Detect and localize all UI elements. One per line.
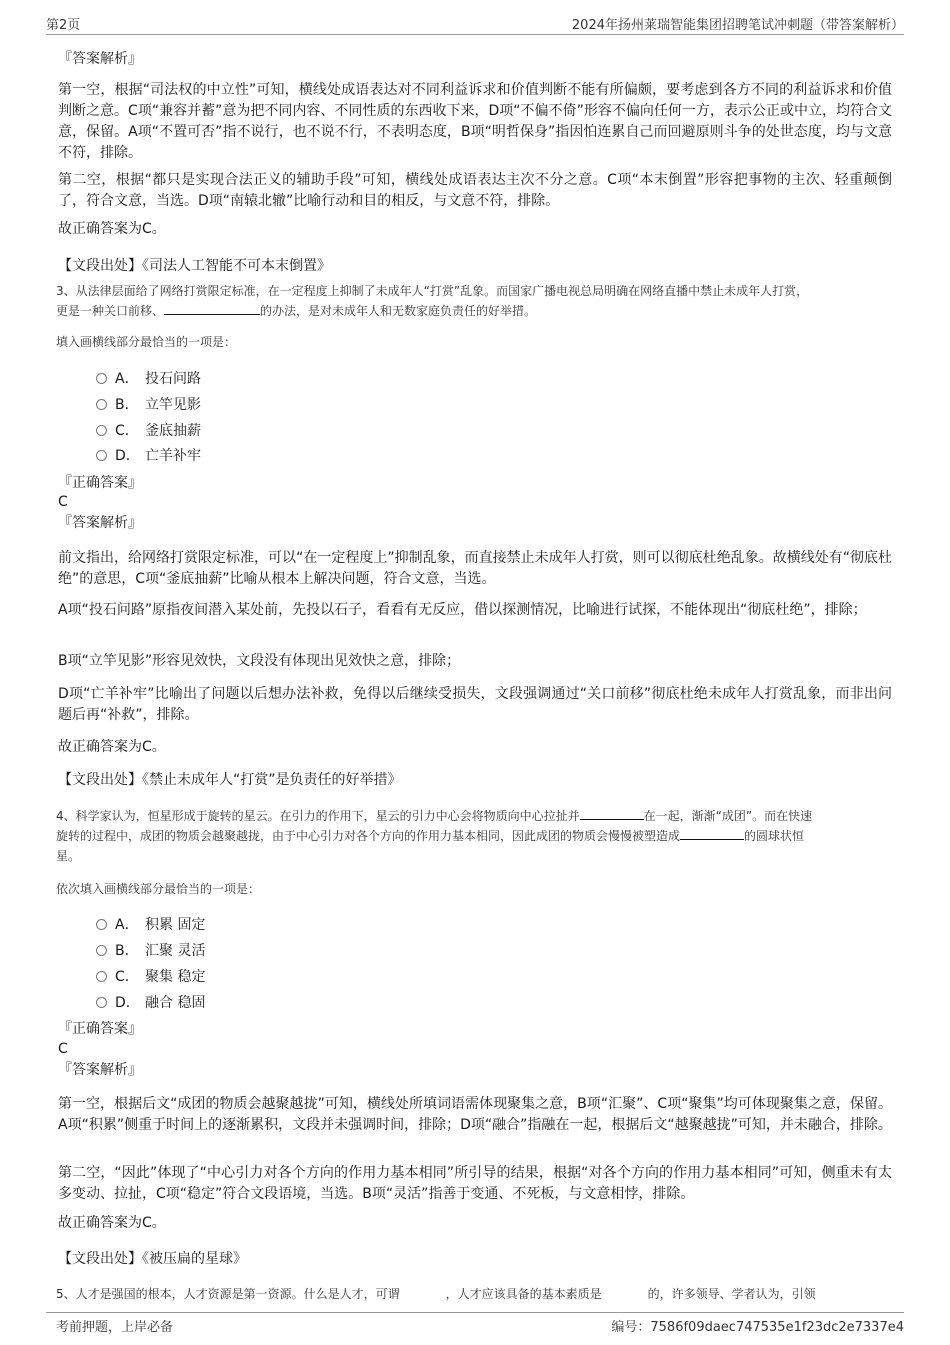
source-citation: 【文段出处】《禁止未成年人“打赏”是负责任的好举措》 [58, 772, 402, 788]
analysis-paragraph: A项“投石问路”原指夜间潜入某处前，先投以石子，看看有无反应，借以探测情况，比喻进行试探，不能体现出“彻底杜绝”，排除； [58, 602, 867, 618]
analysis-label: 『答案解析』 [58, 51, 142, 67]
answer-label: 『正确答案』 [58, 475, 142, 491]
page-header [46, 12, 904, 35]
analysis-paragraph: 第二空，“因此”体现了“中心引力对各个方向的作用力基本相同”所引导的结果，根据“对各个方向的作用力基本相同”可知，侧重未有太多变动、拉扯，C项“稳定”符合文段语境，当选。B项“灵活”指善于变通、不死板，与文意相悖，排除。 [58, 1165, 892, 1202]
conclusion: 故正确答案为C。 [58, 221, 166, 237]
option-b[interactable]: B． 汇聚 灵活 [96, 941, 205, 961]
conclusion: 故正确答案为C。 [58, 739, 166, 755]
option-a[interactable]: A． 积累 固定 [96, 915, 205, 935]
footer-slogan: 考前押题，上岸必备 [56, 1320, 174, 1335]
radio-icon[interactable] [96, 450, 107, 461]
radio-icon[interactable] [96, 919, 107, 930]
question-prompt: 填入画横线部分最恰当的一项是： [56, 335, 237, 349]
radio-icon[interactable] [96, 997, 107, 1008]
analysis-paragraph: 第二空，根据“都只是实现合法正义的辅助手段”可知，横线处成语表达主次不分之意。C项“本末倒置”形容把事物的主次、轻重颠倒了，符合文意，当选。D项“南辕北辙”比喻行动和目的相反，与文意不符，排除。 [58, 172, 892, 209]
option-c[interactable]: C． 釜底抽薪 [96, 421, 201, 441]
fill-blank[interactable] [680, 826, 744, 840]
analysis-paragraph: 第一空，根据“司法权的中立性”可知，横线处成语表达对不同利益诉求和价值判断不能有所偏颇，要考虑到各方不同的利益诉求和价值判断之意。C项“兼容并蓄”意为把不同内容、不同性质的东西收下来，D项“不偏不倚”形容不偏向任何一方，表示公正或中立，均符合文意，保留。A项“不置可否”指不说行，也不说不行，不表明态度，B项“明哲保身”指因怕连累自己而回避原则斗争的处世态度，均与文意不符，排除。 [58, 82, 892, 161]
analysis-paragraph: 前文指出，给网络打赏限定标准，可以“在一定程度上”抑制乱象，而直接禁止未成年人打赏，则可以彻底杜绝乱象。故横线处有“彻底杜绝”的意思，C项“釜底抽薪”比喻从根本上解决问题，符合文意，当选。 [58, 550, 892, 587]
radio-icon[interactable] [96, 399, 107, 410]
document-title: 2024年扬州莱瑞智能集团招聘笔试冲刺题（带答案解析） [571, 18, 904, 33]
question-stem: 5、人才是强国的根本，人才资源是第一资源。什么是人才，可谓 ，人才应该具备的基本素质是 的，许多领导、学者认为，引领 [56, 1287, 816, 1301]
analysis-label: 『答案解析』 [58, 515, 142, 531]
document-id: 编号：7586f09daec747535e1f23dc2e7337e4 [611, 1320, 904, 1335]
page-number: 第2页 [46, 18, 81, 33]
option-c[interactable]: C． 聚集 稳定 [96, 967, 205, 987]
option-d[interactable]: D． 亡羊补牢 [96, 446, 201, 466]
analysis-label: 『答案解析』 [58, 1062, 142, 1078]
fill-blank[interactable] [164, 301, 260, 315]
analysis-paragraph: B项“立竿见影”形容见效快，文段没有体现出见效快之意，排除； [58, 653, 461, 669]
radio-icon[interactable] [96, 945, 107, 956]
analysis-paragraph: 第一空，根据后文“成团的物质会越聚越拢”可知，横线处所填词语需体现聚集之意，B项“汇聚”、C项“聚集”均可体现聚集之意，保留。A项“积累”侧重于时间上的逐渐累积，文段并未强调时间，排除；D项“融合”指融在一起，根据后文“越聚越拢”可知，并未融合，排除。 [58, 1096, 892, 1133]
radio-icon[interactable] [96, 373, 107, 384]
question-stem: 4、科学家认为，恒星形成于旋转的星云。在引力的作用下，星云的引力中心会将物质向中心拉扯并 在一起，渐渐“成团”。而在快速 旋转的过程中，成团的物质会越聚越拢，由于中心引力对各个方向的作用力基本相同，因此成团的物质会慢慢被塑造成 的圆球状恒 星。 [56, 806, 892, 866]
option-d[interactable]: D． 融合 稳固 [96, 993, 205, 1013]
page-footer [46, 1312, 904, 1335]
source-citation: 【文段出处】《司法人工智能不可本末倒置》 [58, 258, 331, 274]
radio-icon[interactable] [96, 425, 107, 436]
correct-answer: C [58, 1041, 68, 1057]
radio-icon[interactable] [96, 971, 107, 982]
fill-blank[interactable] [580, 806, 644, 820]
conclusion: 故正确答案为C。 [58, 1215, 166, 1231]
correct-answer: C [58, 494, 68, 510]
source-citation: 【文段出处】《被压扁的星球》 [58, 1251, 247, 1267]
question-prompt: 依次填入画横线部分最恰当的一项是： [56, 882, 261, 896]
analysis-paragraph: D项“亡羊补牢”比喻出了问题以后想办法补救，免得以后继续受损失，文段强调通过“关口前移”彻底杜绝未成年人打赏乱象，而非出问题后再“补救”，排除。 [58, 686, 892, 723]
option-b[interactable]: B． 立竿见影 [96, 395, 201, 415]
answer-label: 『正确答案』 [58, 1021, 142, 1037]
question-stem: 3、从法律层面给了网络打赏限定标准，在一定程度上抑制了未成年人“打赏”乱象。而国家广播电视总局明确在网络直播中禁止未成年人打赏， 更是一种关口前移、 的办法，是对未成年人和无数家庭负责任的好举措。 [56, 284, 809, 318]
option-a[interactable]: A． 投石问路 [96, 369, 201, 389]
